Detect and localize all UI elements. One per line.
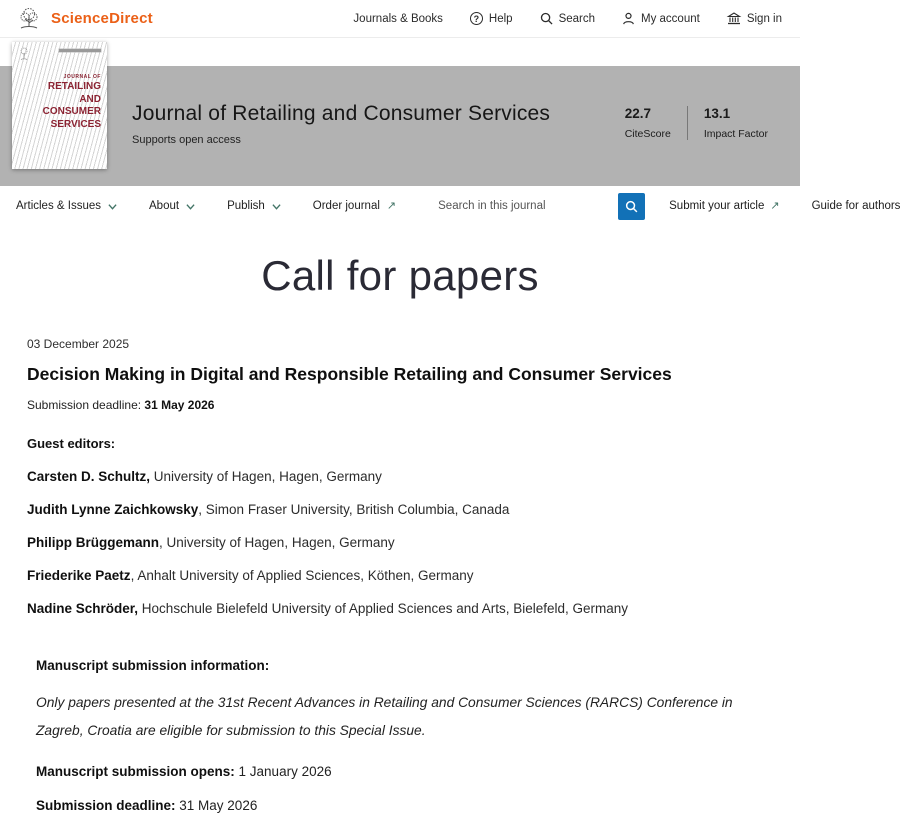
editor-name: Nadine Schröder, <box>27 601 139 616</box>
editor-name: Friederike Paetz <box>27 568 131 583</box>
deadline-label: Submission deadline: <box>27 398 145 412</box>
deadline-label: Submission deadline: <box>36 798 180 813</box>
global-nav <box>353 12 782 25</box>
nav-journals-books[interactable] <box>353 13 443 25</box>
editor-row <box>27 535 773 550</box>
nav-publish[interactable] <box>227 200 281 212</box>
journal-banner <box>0 66 800 186</box>
person-icon <box>622 12 635 25</box>
cover-title-line: RETAILING <box>47 81 101 92</box>
cover-volume-text <box>59 49 101 52</box>
nav-help[interactable] <box>470 12 513 25</box>
nav-submit-article[interactable] <box>653 186 795 226</box>
editor-affiliation: , University of Hagen, Hagen, Germany <box>159 535 395 550</box>
submission-eligibility-note: Only papers presented at the 31st Recent Advances in Retailing and Consumer Sciences (RARCS) Conference in Zagreb, Croatia are eligible for submission to this Special Issue. <box>36 695 733 738</box>
editor-name: Carsten D. Schultz, <box>27 469 151 484</box>
cover-title-line: AND <box>79 93 101 105</box>
cover-title-line: CONSUMER <box>42 106 101 117</box>
journal-search-button[interactable] <box>618 193 645 220</box>
chevron-down-icon <box>108 202 117 211</box>
search-label: Search <box>558 12 596 25</box>
open-access-note: Supports open access <box>132 134 241 146</box>
opens-label: Manuscript submission opens: <box>36 764 239 779</box>
special-issue-title: Decision Making in Digital and Responsible Retailing and Consumer Services <box>27 364 672 384</box>
publication-date: 03 December 2025 <box>27 337 130 351</box>
institution-icon <box>727 12 741 25</box>
page-title: Call for papers <box>261 252 539 299</box>
journal-banner-wrap <box>0 66 800 186</box>
banner-text-block <box>132 102 550 146</box>
citescore-metric <box>625 106 671 140</box>
journal-search <box>428 193 653 220</box>
editor-row <box>27 502 773 517</box>
editor-name: Judith Lynne Zaichkowsky <box>27 502 199 517</box>
journal-cover-image[interactable] <box>12 42 107 169</box>
cover-title-line: SERVICES <box>50 118 101 130</box>
external-link-icon: ↗ <box>770 199 780 212</box>
editor-affiliation: , Anhalt University of Applied Sciences, Köthen, Germany <box>130 568 474 583</box>
editor-row <box>27 568 773 583</box>
impact-factor-metric <box>704 106 768 140</box>
citescore-label: CiteScore <box>624 128 671 140</box>
call-for-papers-content <box>0 337 800 813</box>
sciencedirect-wordmark: ScienceDirect <box>51 10 153 27</box>
nav-order-journal[interactable] <box>313 200 396 212</box>
order-journal-label: Order journal <box>312 200 380 212</box>
editor-affiliation: University of Hagen, Hagen, Germany <box>150 469 382 484</box>
chevron-down-icon <box>186 202 195 211</box>
nav-my-account[interactable] <box>622 12 700 25</box>
editor-row <box>27 601 773 616</box>
nav-articles-issues[interactable] <box>16 200 117 212</box>
journal-metrics <box>625 106 768 140</box>
about-label: About <box>149 200 180 212</box>
external-link-icon: ↗ <box>386 199 397 212</box>
submission-info-heading: Manuscript submission information: <box>36 658 270 673</box>
journal-search-input[interactable] <box>428 194 618 218</box>
submission-deadline-line-bottom <box>36 798 773 813</box>
editor-row <box>27 469 773 484</box>
editor-affiliation: Hochschule Bielefeld University of Applied Sciences and Arts, Bielefeld, Germany <box>138 601 629 616</box>
metrics-divider <box>687 106 688 140</box>
chevron-down-icon <box>272 202 281 211</box>
nav-search[interactable] <box>540 12 595 25</box>
cover-tree-icon <box>18 47 30 66</box>
journals-books-label: Journals & Books <box>353 12 443 25</box>
editor-affiliation: , Simon Fraser University, British Columbia, Canada <box>198 502 510 517</box>
help-icon: ? <box>470 12 483 25</box>
nav-about[interactable] <box>149 200 195 212</box>
guest-editors-heading: Guest editors: <box>27 436 116 451</box>
sign-in-label: Sign in <box>746 12 782 25</box>
submit-article-label: Submit your article <box>669 200 765 212</box>
articles-issues-label: Articles & Issues <box>16 200 101 212</box>
submission-opens-line <box>36 764 773 779</box>
submission-deadline-line <box>27 398 773 412</box>
deadline-value: 31 May 2026 <box>179 798 258 813</box>
deadline-value: 31 May 2026 <box>144 398 215 412</box>
global-header <box>0 0 800 38</box>
elsevier-tree-icon <box>16 6 42 32</box>
manuscript-submission-info <box>36 658 773 813</box>
opens-value: 1 January 2026 <box>238 764 332 779</box>
search-icon <box>540 12 553 25</box>
editor-name: Philipp Brüggemann <box>27 535 160 550</box>
citescore-value: 22.7 <box>624 106 651 121</box>
journal-nav <box>0 186 901 226</box>
cover-kicker: JOURNAL OF <box>63 74 101 80</box>
my-account-label: My account <box>641 12 700 25</box>
nav-guide-authors[interactable] <box>796 186 916 226</box>
publish-label: Publish <box>227 200 265 212</box>
impact-factor-value: 13.1 <box>703 106 731 121</box>
guide-authors-label: Guide for authors <box>811 200 901 212</box>
help-label: Help <box>488 12 513 25</box>
nav-sign-in[interactable] <box>727 12 782 25</box>
impact-factor-label: Impact Factor <box>703 128 768 140</box>
cover-top-row <box>18 47 101 66</box>
search-icon <box>625 200 638 213</box>
sciencedirect-logo[interactable] <box>16 6 153 32</box>
journal-title: Journal of Retailing and Consumer Services <box>132 102 551 125</box>
